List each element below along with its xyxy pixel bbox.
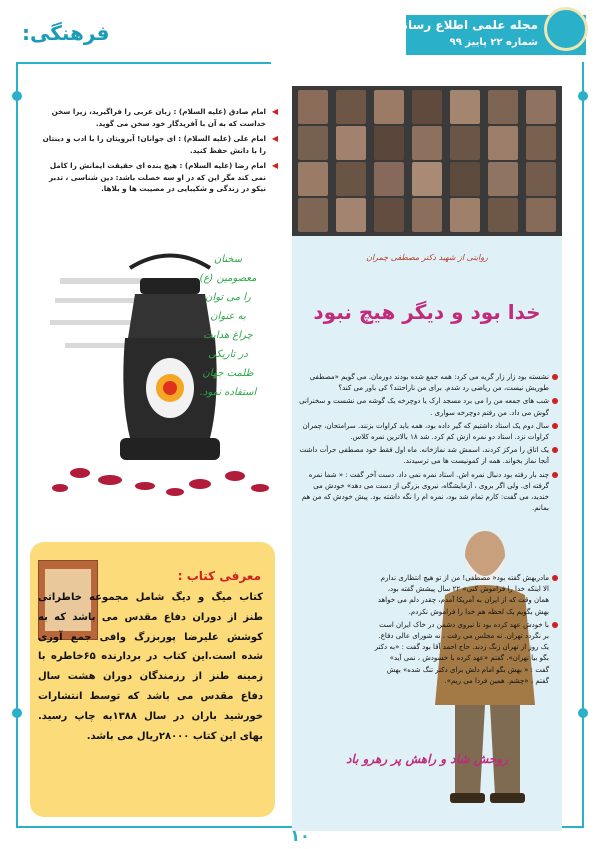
portrait-photo [412,90,442,124]
portrait-photo [450,126,480,160]
book-heading: معرفی کتاب : [177,569,261,583]
portrait-photo [298,162,328,196]
section-title: فرهنگی: [22,21,110,45]
poem-line: استفاده نمود. [199,387,257,398]
frame-dot-icon [578,708,588,718]
frame-line-top [16,62,271,64]
story-paragraph: نشسته بود زار زار گریه می کرد: همه جمع شده بودند دورمان. می گویم «مصطفی طوریش نیست، من ریاضی رد شدم. برای من ناراحتند؟ کی باور می کند؟ [296,372,558,394]
story-source: روایتی از شهید دکتر مصطفی چمران [366,253,488,262]
story-paragraph: مادربهش گفته بود« مصطفی! من از تو هیچ انتظاری ندارم الا اینکه خدا را فراموش کنی» ۲۲ سال پیشش گفته بود، همان وقت که از ایران به آمریکا آمدم، چقدر دلم می خواهد بهش بگویم یک لحظه هم خدا را فراموش نکردم. [374,573,558,618]
portrait-photo [488,126,518,160]
story-paragraph: شب های جمعه من را می برد مسجد ارک یا دوچرخه یک گوشه می نشست و سخنرانی گوش می داد. من رفتم دوچرخه سواری . [296,396,558,418]
portrait-photo [488,162,518,196]
portrait-photo [412,162,442,196]
portrait-photo [374,126,404,160]
story-paragraph: با خودش عهد کرده بود تا نیروی دشمن در خاک ایران است بر نگردد تهران. نه مجلس می رفت ، نه شورای عالی دفاع. یک روز از تهران زنگ زدند. حاج احمد آقا بود گفت : «به دکتر بگو بیا تهران». گفتم «عهد کرده با خسودش ، نمی آید» گفت : « بهش بگو امام دلش برای دکتر تنگ شده» بهش گفتم ، «چشم. همین فردا می ریم». [374,620,558,687]
hadith-item: ◀ امام علی (علیه السلام) : ای جوانان! آبرویتان را با ادب و دینتان را با دانش حفظ کنید. [38,133,278,156]
portrait-photo [526,90,556,124]
story-paragraph: یک اتاق را مرکز کردند، اسمش شد نمازخانه. ماه اول فقط خود مصطفی جرأت داشت آنجا نماز بخواند. همه از کمونیست ها می ترسیدند. [296,445,558,467]
portrait-photo [374,198,404,232]
martyrs-photo-grid [292,86,562,236]
portrait-photo [336,198,366,232]
portrait-photo [336,162,366,196]
portrait-photo [374,90,404,124]
hadith-item: ◀ امام صادق (علیه السلام) : زبان عربی را فراگیرید، زیرا سخن خداست که به آن با آفریدگار خود سخن می گوید. [38,106,278,129]
story-paragraph: چند بار رفته بود دنبال نمره اش. استاد نمره نمی داد. دست آخر گفت : « شما نمره گرفته ای. ولی اگر بروی ، آزمایشگاه، نیروی بزرگی از دست می دهد» خودش می خندید، می گفت: کارم تمام شد بود، نمره ام را نگه داشته بود. پیش خودش که من هم بمانم. [296,470,558,515]
ornament-icon [544,7,588,51]
poem-line: در تاریکی [208,349,248,360]
poem-line: معصومین (ع) [199,273,257,284]
portrait-photo [488,90,518,124]
poem-line: سخنان [213,254,243,265]
page-header [16,15,586,55]
hadith-list [38,106,278,199]
frame-dot-icon [12,91,22,101]
portrait-photo [526,126,556,160]
poem-line: را می توان [205,292,251,303]
portrait-photo [412,198,442,232]
portrait-photo [526,198,556,232]
portrait-photo [298,90,328,124]
portrait-photo [450,90,480,124]
portrait-photo [488,198,518,232]
story-text-lower [374,573,558,689]
book-intro-box [30,542,275,817]
portrait-photo [450,162,480,196]
poem-text [188,250,268,402]
story-caption: روحش شاد و راهش پر رهرو باد [346,752,508,766]
portrait-photo [298,126,328,160]
frame-dot-icon [578,91,588,101]
portrait-photo [412,126,442,160]
book-description: کتاب میگ و دیگ شامل مجموعه خاطراتی طنز از دوران دفاع مقدس می باشد که به کوشش علیرضا پوربزرگ وافی جمع آوری شده است.این کتاب در بردارنده ۶۵خاطره با زمینه طنز از رزمندگان دوران هشت سال دفاع مقدس می باشد که توسط انتشارات خورشید باران در سال ۱۳۸۸به چاپ رسید. بهای این کتاب ۲۸۰۰۰ریال می باشد. [38,592,263,742]
frame-dot-icon [12,708,22,718]
magazine-title: مجله علمی اطلاع رسانی هدهد [356,18,538,32]
story-text [296,372,558,516]
poem-line: ظلمت جهان [202,368,254,379]
story-title: خدا بود و دیگر هیچ نبود [313,300,541,324]
portrait-photo [526,162,556,196]
portrait-photo [336,90,366,124]
story-paragraph: سال دوم یک استاد داشتیم که گیر داده بود، همه باید کراوات بزنند. سرامتحان، چمران کراوات نزد. استاد دو نمره ازش کم کرد. شد ۱۸ بالاترین نمره کلاس. [296,421,558,443]
page-number: ۱۰ [290,826,310,845]
portrait-photo [450,198,480,232]
issue-number: شماره ۲۲ پاییز ۹۹ [449,37,538,48]
portrait-photo [298,198,328,232]
hadith-item: ◀ امام رضا (علیه السلام) : هیچ بنده ای حقیقت ایمانش را کامل نمی کند مگر این که در او سه خصلت باشد: دین شناسی ، تدبر نیکو در زندگی و شکیبایی در مصیبت ها و بلاها. [38,160,278,195]
poem-line: به عنوان [210,311,246,322]
portrait-photo [336,126,366,160]
poem-line: چراغ هدایت [203,330,253,341]
portrait-photo [374,162,404,196]
